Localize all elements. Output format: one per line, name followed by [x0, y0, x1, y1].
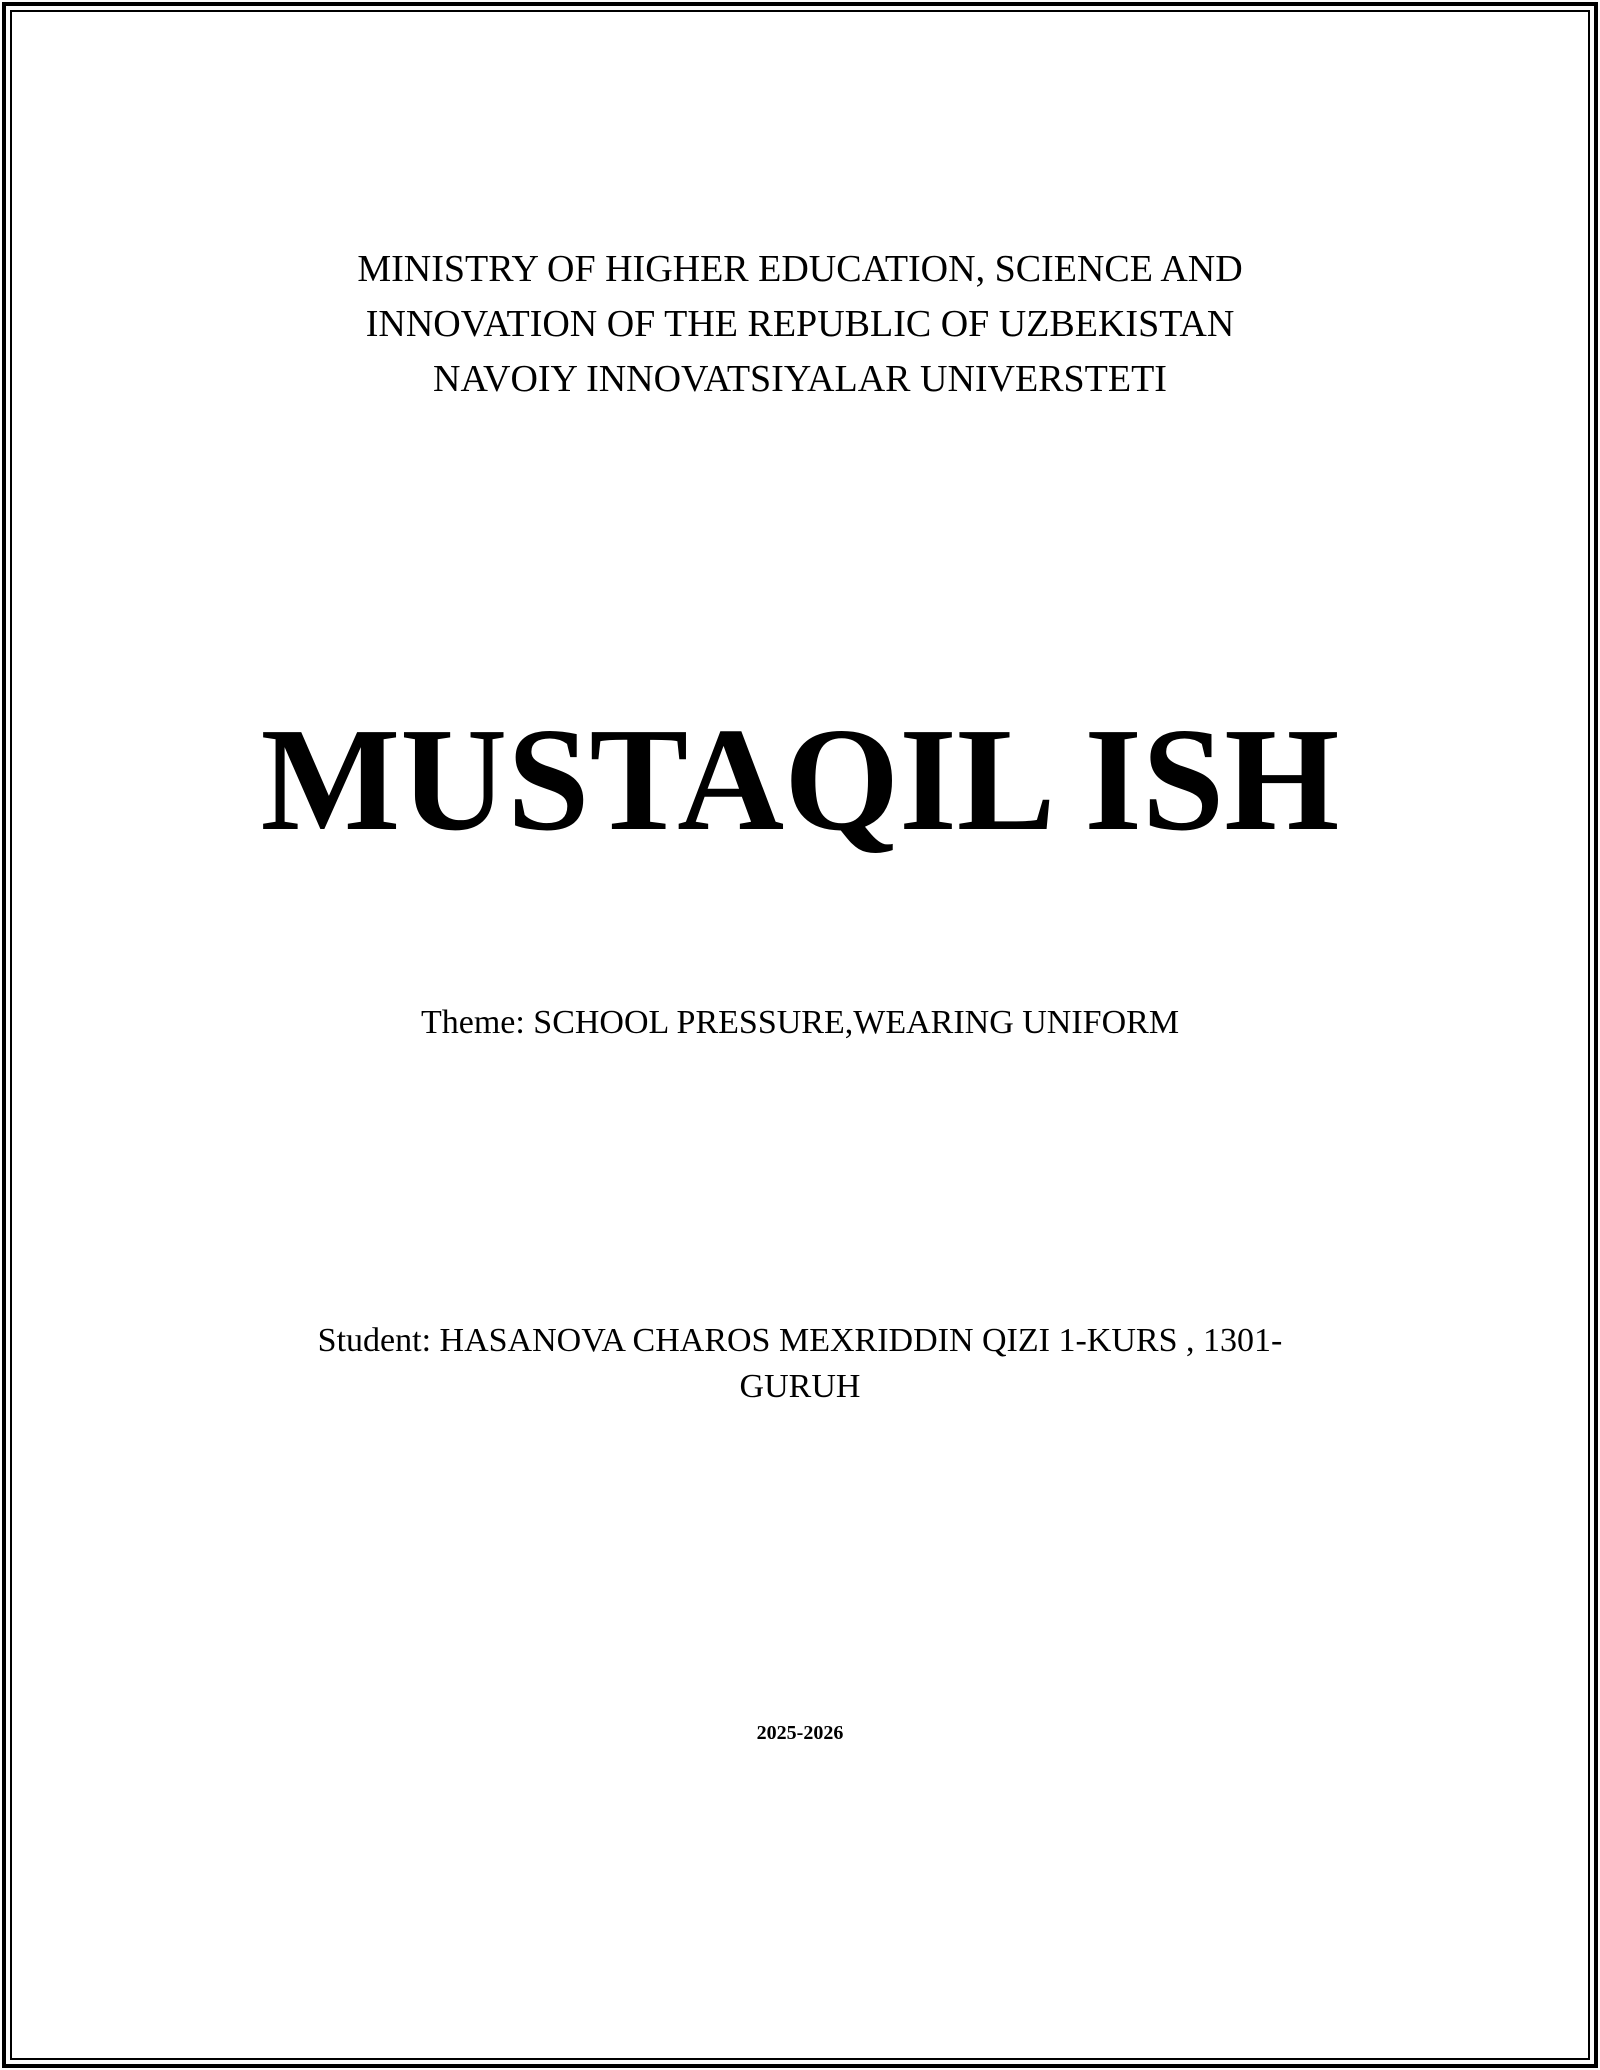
- ministry-header-line: MINISTRY OF HIGHER EDUCATION, SCIENCE AND: [357, 248, 1243, 290]
- ministry-header-line: INNOVATION OF THE REPUBLIC OF UZBEKISTAN: [365, 303, 1235, 345]
- student-info-line: Student: HASANOVA CHAROS MEXRIDDIN QIZI 1-KURS , 1301-: [317, 1322, 1283, 1359]
- ministry-header: [0, 242, 1600, 407]
- student-info: [0, 1318, 1600, 1410]
- theme-line: Theme: SCHOOL PRESSURE,WEARING UNIFORM: [420, 1004, 1180, 1041]
- student-info-line: GURUH: [739, 1368, 861, 1405]
- university-name: NAVOIY INNOVATSIYALAR UNIVERSTETI: [433, 358, 1167, 400]
- document-title: MUSTAQIL ISH: [260, 698, 1340, 862]
- academic-year: 2025-2026: [756, 1722, 844, 1744]
